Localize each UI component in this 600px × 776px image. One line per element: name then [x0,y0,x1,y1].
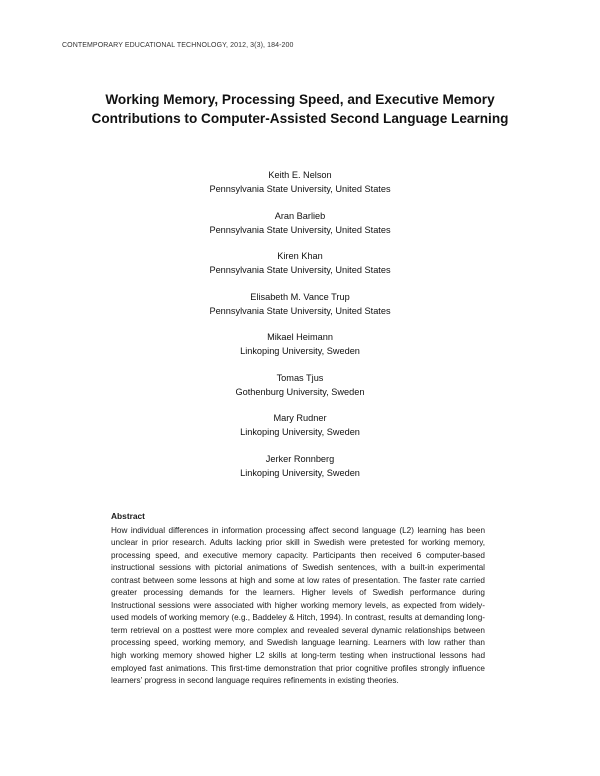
author-affiliation: Linkoping University, Sweden [240,427,360,437]
author-block [100,452,500,480]
author-affiliation: Pennsylvania State University, United States [209,265,391,275]
author-block [100,371,500,399]
paper-title [60,90,540,128]
author-name: Keith E. Nelson [268,170,332,180]
author-affiliation: Linkoping University, Sweden [240,467,360,478]
author-block [100,290,500,318]
author-affiliation: Linkoping University, Sweden [240,346,360,356]
abstract-heading: Abstract [111,511,145,521]
author-list [100,168,500,492]
author-block [100,168,500,196]
author-block [100,330,500,358]
author-name: Tomas Tjus [276,372,324,383]
author-name: Elisabeth M. Vance Trup [250,291,350,302]
paper-title-line-1: Working Memory, Processing Speed, and Executive Memory [105,92,495,107]
author-block [100,249,500,277]
running-head: CONTEMPORARY EDUCATIONAL TECHNOLOGY, 2012, 3(3), 184-200 [62,42,294,49]
abstract-body: How individual differences in information processing affect second language (L2) learning has been unclear in prior research. Adults lacking prior skill in Swedish were pretested for working memory, processing speed, and executive memory capacity. Participants then received 6 computer-based instructional sessions with pictorial animations of Swedish sentences, with a built-in experimental contrast between some lessons at high and some at low rates of presentation. The faster rate carried greater processing demands for the learners. Higher levels of Swedish performance during Instructional sessions were associated with higher working memory levels, as expected from widely-used models of working memory (e.g., Baddeley & Hitch, 1994). In contrast, results at demanding long-term retrieval on a posttest were more complex and revealed several dynamic relationships between processing speed, working memory, and Swedish language learning. Learners with low rather than high working memory showed higher L2 skills at long-term testing when instructional lessons had employed fast animations. This first-time demonstration that prior cognitive profiles strongly influence learners’ progress in second language requires refinements in existing theories. [111,525,485,686]
author-affiliation: Pennsylvania State University, United States [209,305,391,316]
author-block [100,411,500,439]
paper-title-line-2: Contributions to Computer-Assisted Second Language Learning [91,111,509,126]
author-affiliation: Gothenburg University, Sweden [235,386,365,397]
author-affiliation: Pennsylvania State University, United States [209,224,391,235]
author-name: Aran Barlieb [274,210,326,221]
author-name: Mary Rudner [273,413,327,423]
author-name: Kiren Khan [277,251,323,261]
author-block [100,209,500,237]
author-name: Mikael Heimann [267,332,333,342]
author-affiliation: Pennsylvania State University, United States [209,184,391,194]
abstract-section [111,510,485,688]
author-name: Jerker Ronnberg [265,453,335,464]
